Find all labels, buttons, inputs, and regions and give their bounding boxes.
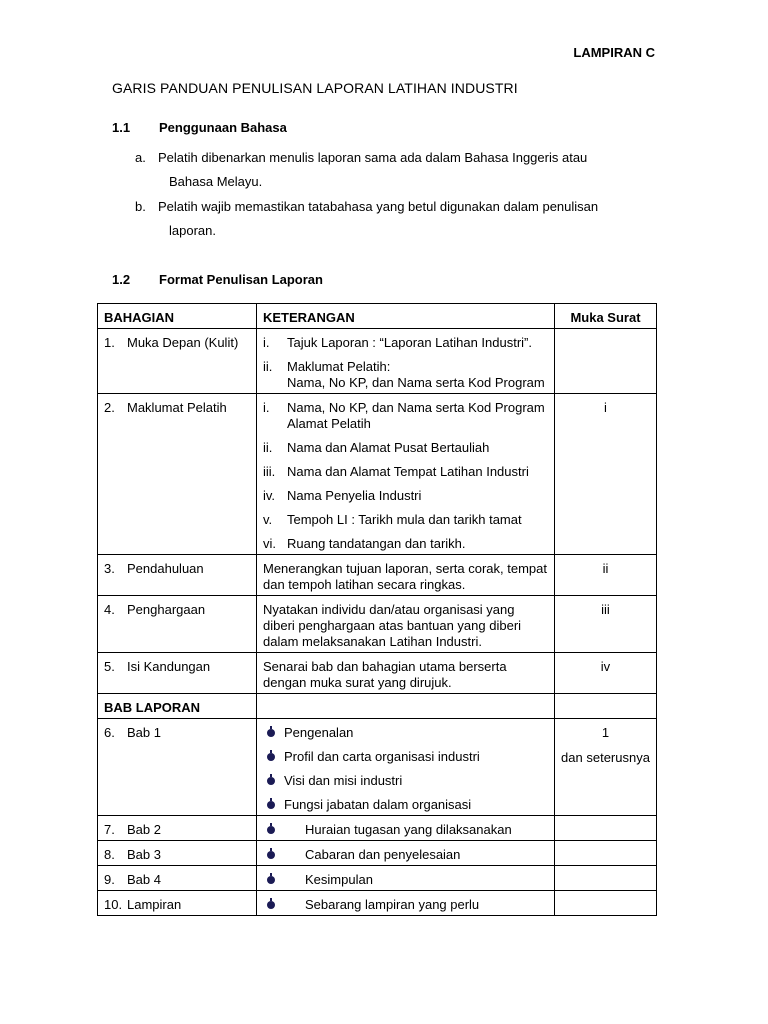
row-name: Bab 1	[127, 725, 161, 740]
page-cell: 1	[601, 725, 610, 740]
bullet-text: Huraian tugasan yang dilaksanakan	[305, 822, 512, 837]
header-keterangan: KETERANGAN	[257, 304, 555, 329]
desc-item: Tajuk Laporan : “Laporan Latihan Industri”.	[287, 335, 532, 350]
table-row	[98, 816, 657, 841]
desc-item: Maklumat Pelatih: Nama, No KP, dan Nama serta Kod Program	[287, 359, 545, 390]
desc-text: Senarai bab dan bahagian utama berserta dengan muka surat yang dirujuk.	[257, 653, 555, 694]
row-name: Penghargaan	[127, 602, 206, 617]
row-name: Maklumat Pelatih	[127, 400, 227, 415]
section-number: 1.1	[112, 120, 131, 135]
roman-numeral: iv.	[263, 488, 276, 503]
desc-item: Nama dan Alamat Pusat Bertauliah	[287, 440, 490, 455]
table-row	[98, 719, 657, 816]
table-row	[98, 866, 657, 891]
row-number: 8.	[104, 847, 115, 862]
bullet-text: Kesimpulan	[305, 872, 373, 887]
page-cell: ii	[555, 555, 657, 596]
row-number: 5.	[104, 659, 115, 674]
desc-item: Nama dan Alamat Tempat Latihan Industri	[287, 464, 529, 479]
item-text-line1: Pelatih dibenarkan menulis laporan sama ada dalam Bahasa Inggeris atau	[158, 150, 588, 165]
bomb-bullet-icon	[267, 777, 275, 785]
row-name: Isi Kandungan	[127, 659, 211, 674]
desc-item: Nama Penyelia Industri	[287, 488, 422, 503]
row-name: Bab 3	[127, 847, 161, 862]
section-title: Format Penulisan Laporan	[159, 272, 323, 287]
desc-text: Menerangkan tujuan laporan, serta corak, tempat dan tempoh latihan secara ringkas.	[257, 555, 555, 596]
roman-numeral: i.	[263, 335, 270, 350]
roman-numeral: ii.	[263, 359, 273, 374]
header-bahagian: BAHAGIAN	[98, 304, 257, 329]
desc-item: Ruang tandatangan dan tarikh.	[287, 536, 466, 551]
roman-numeral: iii.	[263, 464, 276, 479]
bomb-bullet-icon	[267, 901, 275, 909]
page-note: dan seterusnya	[561, 750, 650, 765]
table-row-bab-heading	[98, 694, 657, 719]
item-letter: a.	[135, 150, 146, 165]
bomb-bullet-icon	[267, 801, 275, 809]
bomb-bullet-icon	[267, 876, 275, 884]
bomb-bullet-icon	[267, 753, 275, 761]
page-title: GARIS PANDUAN PENULISAN LAPORAN LATIHAN INDUSTRI	[112, 80, 518, 96]
row-number: 10.	[104, 897, 123, 912]
page-cell: iii	[555, 596, 657, 653]
bullet-text: Sebarang lampiran yang perlu	[305, 897, 480, 912]
bomb-bullet-icon	[267, 826, 275, 834]
table-row	[98, 329, 657, 394]
appendix-label: LAMPIRAN C	[573, 45, 655, 60]
row-name: Muka Depan (Kulit)	[127, 335, 239, 350]
paragraph-a	[135, 146, 656, 194]
bullet-text: Visi dan misi industri	[284, 773, 403, 788]
table-row	[98, 555, 657, 596]
desc-text: Nyatakan individu dan/atau organisasi yang diberi penghargaan atas bantuan yang diberi dalam melaksanakan Latihan Industri.	[257, 596, 555, 653]
table-header-row	[98, 304, 657, 329]
row-number: 7.	[104, 822, 115, 837]
row-name: Bab 2	[127, 822, 161, 837]
bullet-text: Profil dan carta organisasi industri	[284, 749, 480, 764]
section-heading-1-2	[112, 272, 512, 288]
roman-numeral: i.	[263, 400, 270, 415]
row-number: 2.	[104, 400, 115, 415]
table-row	[98, 394, 657, 555]
desc-item: Tempoh LI : Tarikh mula dan tarikh tamat	[287, 512, 522, 527]
table-row	[98, 653, 657, 694]
table-row	[98, 596, 657, 653]
page-cell: i	[555, 394, 657, 555]
item-text-line2: laporan.	[169, 223, 216, 238]
bullet-text: Pengenalan	[284, 725, 354, 740]
section-heading-1-1	[112, 120, 512, 136]
desc-item: Nama, No KP, dan Nama serta Kod Program Alamat Pelatih	[287, 400, 545, 431]
row-number: 4.	[104, 602, 115, 617]
row-number: 9.	[104, 872, 115, 887]
bab-laporan-heading: BAB LAPORAN	[98, 694, 257, 719]
row-number: 1.	[104, 335, 115, 350]
paragraph-b	[135, 195, 656, 243]
roman-numeral: ii.	[263, 440, 273, 455]
row-number: 3.	[104, 561, 115, 576]
bullet-text: Fungsi jabatan dalam organisasi	[284, 797, 472, 812]
bomb-bullet-icon	[267, 851, 275, 859]
section-title: Penggunaan Bahasa	[159, 120, 287, 135]
row-name: Pendahuluan	[127, 561, 204, 576]
row-name: Bab 4	[127, 872, 161, 887]
table-row	[98, 841, 657, 866]
bullet-text: Cabaran dan penyelesaian	[305, 847, 461, 862]
bomb-bullet-icon	[267, 729, 275, 737]
roman-numeral: vi.	[263, 536, 276, 551]
item-text-line1: Pelatih wajib memastikan tatabahasa yang betul digunakan dalam penulisan	[158, 199, 599, 214]
page-cell: iv	[555, 653, 657, 694]
table-row	[98, 891, 657, 916]
item-text-line2: Bahasa Melayu.	[169, 174, 263, 189]
section-number: 1.2	[112, 272, 131, 287]
header-muka-surat: Muka Surat	[555, 304, 657, 329]
page-cell	[555, 329, 657, 394]
roman-numeral: v.	[263, 512, 273, 527]
format-table	[97, 303, 657, 916]
row-number: 6.	[104, 725, 115, 740]
item-letter: b.	[135, 199, 146, 214]
row-name: Lampiran	[127, 897, 182, 912]
